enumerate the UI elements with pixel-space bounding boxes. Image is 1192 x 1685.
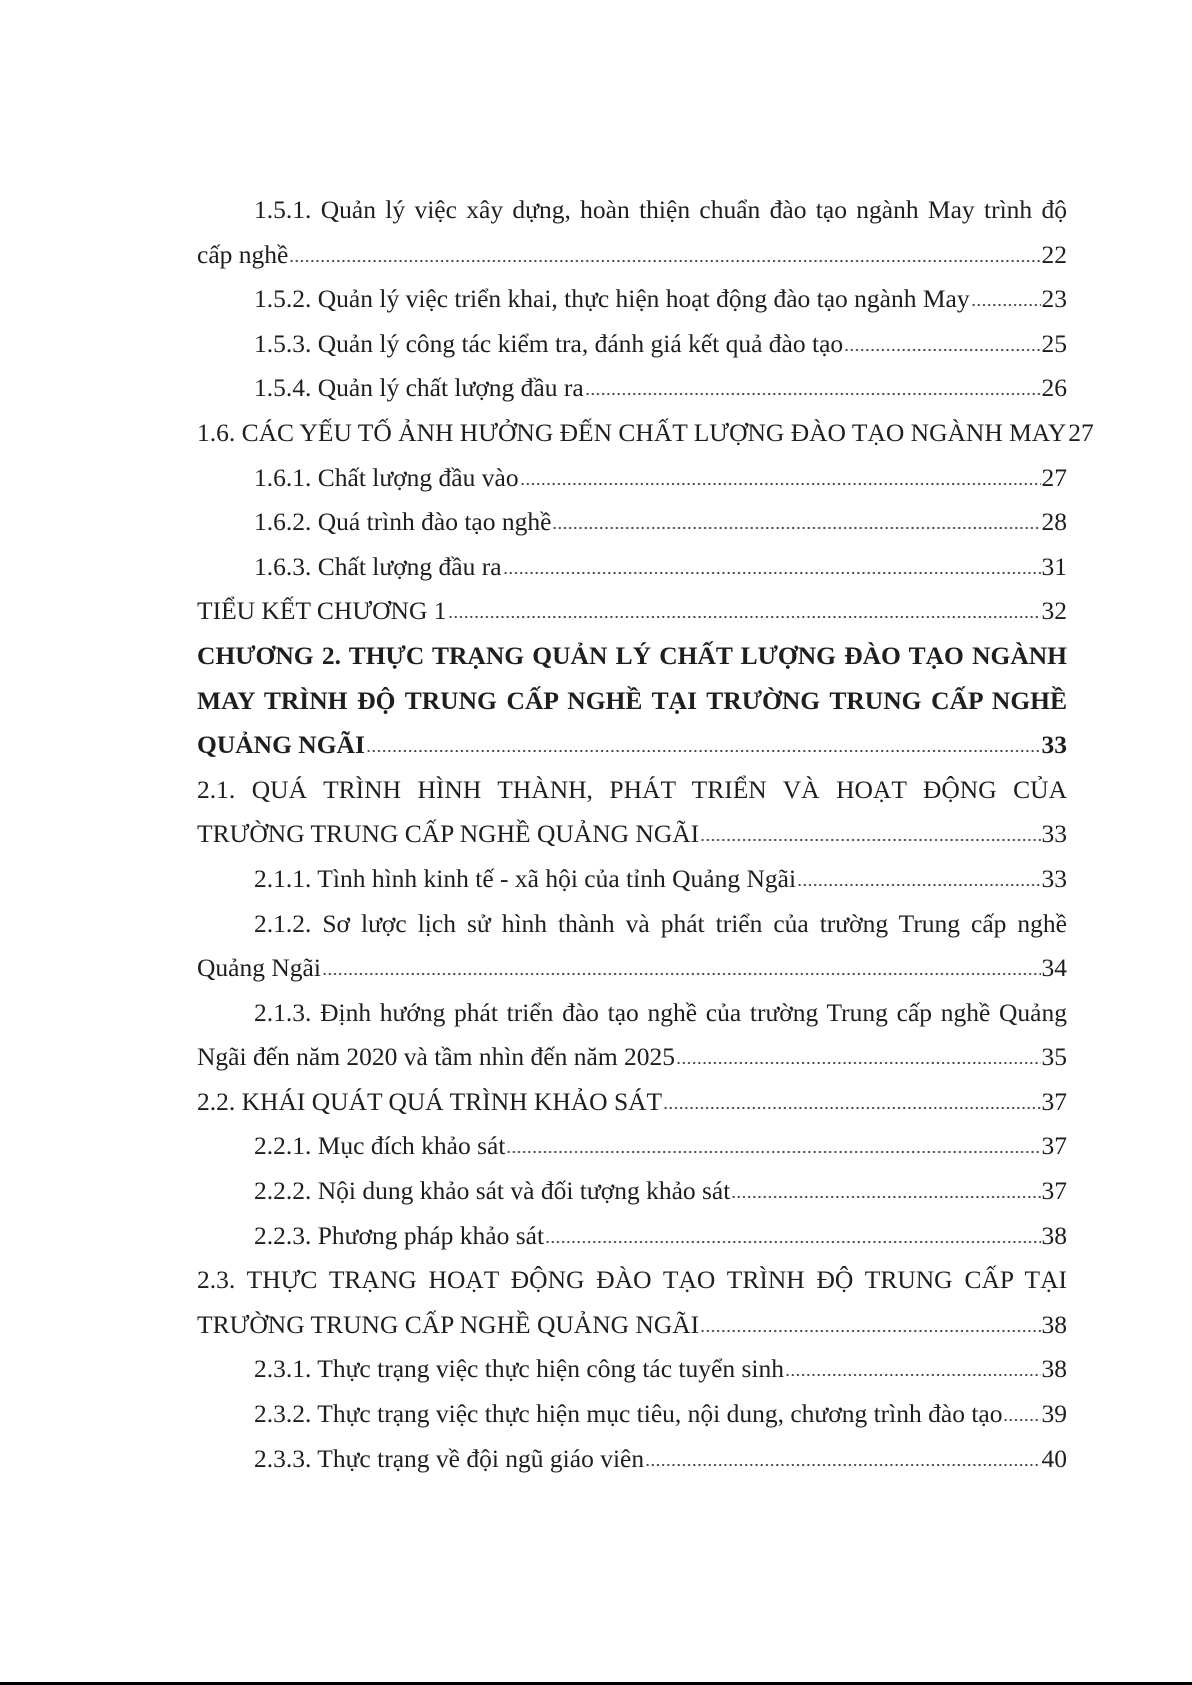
dot-leader — [289, 253, 1040, 263]
toc-entry-title: 1.6.3. Chất lượng đầu ra — [254, 551, 502, 581]
toc-entry-title: 2.2. KHÁI QUÁT QUÁ TRÌNH KHẢO SÁT — [197, 1086, 663, 1116]
toc-page-number: 28 — [1041, 507, 1067, 537]
toc-entry[interactable] — [197, 1437, 1067, 1482]
toc-line — [197, 679, 1067, 724]
toc-entry-title: 2.1. QUÁ TRÌNH HÌNH THÀNH, PHÁT TRIỂN VÀ HOẠT ĐỘNG CỦA — [197, 774, 1067, 804]
toc-page-number: 23 — [1041, 284, 1067, 314]
toc-entry[interactable] — [197, 1392, 1067, 1437]
toc-page-number: 33 — [1041, 863, 1067, 893]
toc-line — [197, 768, 1067, 813]
toc-entry-title: 2.2.1. Mục đích khảo sát — [254, 1131, 506, 1161]
toc-line — [197, 188, 1067, 233]
dot-leader — [785, 1367, 1041, 1377]
dot-leader — [844, 342, 1040, 352]
toc-entry-title: 2.3.1. Thực trạng việc thực hiện công tác tuyển sinh — [254, 1354, 784, 1384]
dot-leader — [506, 1144, 1040, 1154]
toc-entry-title: 1.6. CÁC YẾU TỐ ẢNH HƯỞNG ĐẾN CHẤT LƯỢNG ĐÀO TẠO NGÀNH MAY — [197, 417, 1067, 447]
toc-line — [197, 456, 1067, 501]
toc-page-number: 31 — [1041, 551, 1067, 581]
toc-entry-title: 1.5.1. Quản lý việc xây dựng, hoàn thiện chuẩn đào tạo ngành May trình độ — [254, 195, 1067, 224]
toc-entry-title: TRƯỜNG TRUNG CẤP NGHỀ QUẢNG NGÃI — [197, 1309, 700, 1339]
dot-leader — [700, 832, 1040, 842]
toc-entry-title: 1.6.1. Chất lượng đầu vào — [254, 462, 519, 492]
toc-line — [197, 902, 1067, 947]
toc-entry[interactable] — [197, 589, 1067, 634]
toc-entry-title: Quảng Ngãi — [197, 953, 321, 983]
toc-page-number: 35 — [1041, 1042, 1067, 1072]
toc-line — [197, 1169, 1067, 1214]
toc-entry-title: Ngãi đến năm 2020 và tầm nhìn đến năm 2025 — [197, 1042, 676, 1072]
toc-line — [197, 1035, 1067, 1080]
toc-line — [197, 545, 1067, 590]
toc-page-number: 32 — [1041, 596, 1067, 626]
toc-line — [197, 857, 1067, 902]
toc-entry[interactable] — [197, 902, 1067, 991]
toc-line — [197, 812, 1067, 857]
toc-line — [197, 500, 1067, 545]
toc-entry[interactable] — [197, 322, 1067, 367]
toc-entry[interactable] — [197, 1214, 1067, 1259]
toc-page-number: 26 — [1041, 373, 1067, 403]
dot-leader — [520, 476, 1041, 486]
toc-page-number: 27 — [1068, 417, 1094, 447]
toc-line — [197, 634, 1067, 679]
toc-entry-title: cấp nghề — [197, 239, 289, 269]
toc-entry-title: 2.3.2. Thực trạng việc thực hiện mục tiêu, nội dung, chương trình đào tạo — [254, 1399, 1003, 1429]
toc-line — [197, 233, 1067, 278]
toc-entry[interactable] — [197, 500, 1067, 545]
toc-entry[interactable] — [197, 991, 1067, 1080]
toc-line — [197, 1347, 1067, 1392]
toc-line — [197, 1258, 1067, 1303]
toc-page-number: 34 — [1041, 953, 1067, 983]
toc-entry-title: 2.3.3. Thực trạng về đội ngũ giáo viên — [254, 1443, 645, 1473]
toc-page-number: 37 — [1041, 1131, 1067, 1161]
toc-line — [197, 1303, 1067, 1348]
toc-line — [197, 366, 1067, 411]
dot-leader — [731, 1189, 1040, 1199]
toc-entry-title: 1.5.2. Quản lý việc triển khai, thực hiện hoạt động đào tạo ngành May — [254, 284, 970, 314]
toc-entry-title: TIỂU KẾT CHƯƠNG 1 — [197, 596, 447, 626]
dot-leader — [700, 1323, 1040, 1333]
toc-line — [197, 411, 1094, 456]
dot-leader — [503, 565, 1041, 575]
toc-entry-title: 2.1.3. Định hướng phát triển đào tạo nghề của trường Trung cấp nghề Quảng — [254, 997, 1067, 1027]
toc-entry[interactable] — [197, 1347, 1067, 1392]
toc-page-number: 39 — [1041, 1399, 1067, 1429]
toc-entry[interactable] — [197, 366, 1067, 411]
dot-leader — [645, 1457, 1040, 1467]
dot-leader — [1003, 1412, 1040, 1422]
dot-leader — [797, 877, 1040, 887]
table-of-contents — [197, 188, 1094, 1481]
dot-leader — [448, 609, 1041, 619]
toc-line — [197, 723, 1067, 768]
toc-entry-title: 2.1.2. Sơ lược lịch sử hình thành và phát triển của trường Trung cấp nghề — [254, 908, 1067, 938]
dot-leader — [552, 520, 1040, 530]
toc-page-number: 40 — [1041, 1443, 1067, 1473]
toc-entry-title: 2.2.2. Nội dung khảo sát và đối tượng khảo sát — [254, 1176, 731, 1206]
toc-entry[interactable] — [197, 456, 1067, 501]
toc-page-number: 25 — [1041, 328, 1067, 358]
dot-leader — [585, 386, 1041, 396]
dot-leader — [971, 297, 1041, 307]
toc-line — [197, 322, 1067, 367]
toc-entry[interactable] — [197, 545, 1067, 590]
dot-leader — [676, 1055, 1040, 1065]
toc-page-number: 38 — [1041, 1309, 1067, 1339]
toc-entry[interactable] — [197, 277, 1067, 322]
toc-entry-title: 2.1.1. Tình hình kinh tế - xã hội của tỉnh Quảng Ngãi — [254, 863, 797, 893]
dot-leader — [366, 743, 1041, 753]
toc-entry[interactable] — [197, 857, 1067, 902]
toc-page-number: 33 — [1041, 730, 1067, 760]
toc-entry-title: MAY TRÌNH ĐỘ TRUNG CẤP NGHỀ TẠI TRƯỜNG TRUNG CẤP NGHỀ — [197, 685, 1067, 715]
toc-page-number: 37 — [1041, 1176, 1067, 1206]
toc-entry[interactable] — [197, 1258, 1067, 1347]
toc-entry-title: 2.3. THỰC TRẠNG HOẠT ĐỘNG ĐÀO TẠO TRÌNH ĐỘ TRUNG CẤP TẠI — [197, 1265, 1067, 1295]
toc-page-number: 33 — [1041, 819, 1067, 849]
toc-entry-title: QUẢNG NGÃI — [197, 730, 365, 760]
toc-page-number: 38 — [1041, 1354, 1067, 1384]
toc-entry[interactable] — [197, 634, 1067, 768]
toc-entry-title: 1.5.4. Quản lý chất lượng đầu ra — [254, 373, 584, 403]
toc-page-number: 27 — [1041, 462, 1067, 492]
toc-line — [197, 277, 1067, 322]
dot-leader — [663, 1100, 1040, 1110]
toc-page-number: 37 — [1041, 1086, 1067, 1116]
toc-entry-title: TRƯỜNG TRUNG CẤP NGHỀ QUẢNG NGÃI — [197, 819, 700, 849]
toc-line — [197, 1080, 1067, 1125]
toc-line — [197, 1392, 1067, 1437]
toc-entry-title: 1.6.2. Quá trình đào tạo nghề — [254, 507, 552, 537]
toc-entry-title: CHƯƠNG 2. THỰC TRẠNG QUẢN LÝ CHẤT LƯỢNG ĐÀO TẠO NGÀNH — [197, 640, 1067, 670]
toc-page-number: 38 — [1041, 1220, 1067, 1250]
toc-entry[interactable] — [197, 1124, 1067, 1169]
dot-leader — [545, 1234, 1040, 1244]
toc-entry[interactable] — [197, 1080, 1067, 1125]
toc-entry[interactable] — [197, 768, 1067, 857]
toc-entry-title: 2.2.3. Phương pháp khảo sát — [254, 1220, 545, 1250]
toc-line — [197, 991, 1067, 1036]
toc-entry[interactable] — [197, 411, 1094, 456]
toc-entry[interactable] — [197, 188, 1067, 277]
toc-entry-title: 1.5.3. Quản lý công tác kiểm tra, đánh giá kết quả đào tạo — [254, 328, 844, 358]
toc-entry[interactable] — [197, 1169, 1067, 1214]
toc-page-number: 22 — [1041, 239, 1067, 269]
toc-line — [197, 589, 1067, 634]
toc-line — [197, 1437, 1067, 1482]
dot-leader — [322, 966, 1041, 976]
toc-line — [197, 1124, 1067, 1169]
toc-line — [197, 946, 1067, 991]
toc-line — [197, 1214, 1067, 1259]
